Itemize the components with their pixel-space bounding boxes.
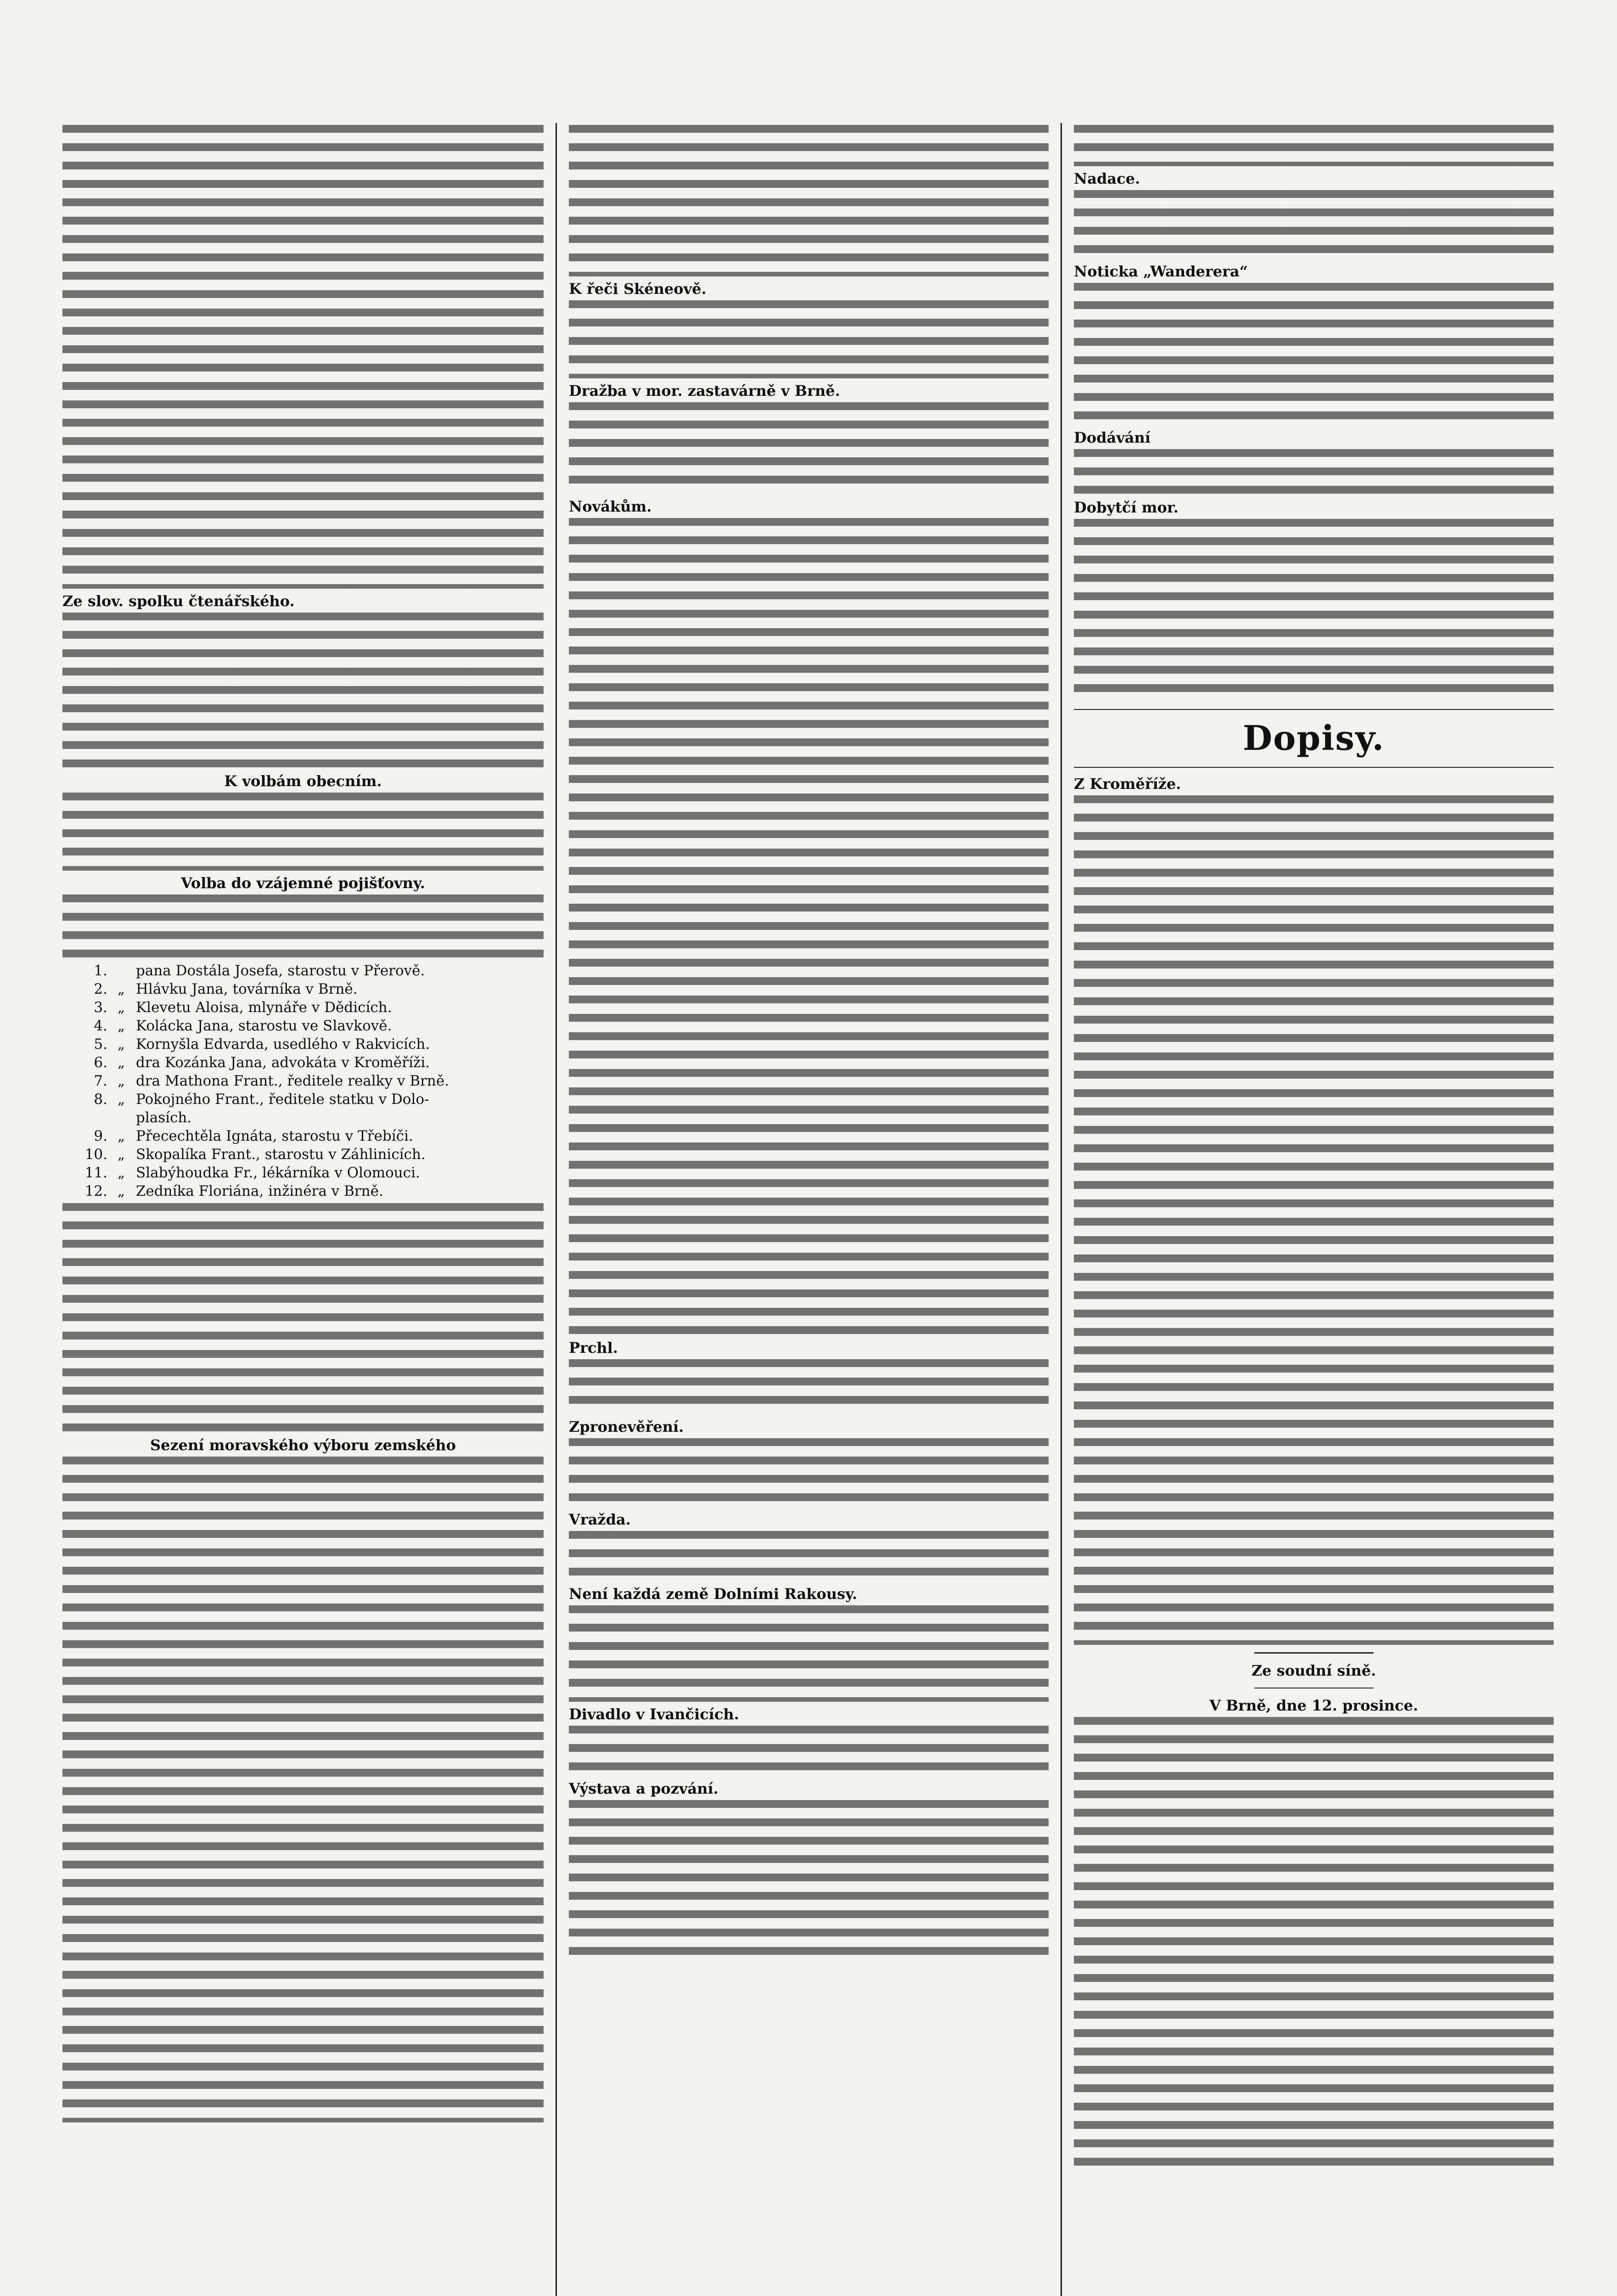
section-heading: Noticka „Wanderera“ xyxy=(1074,263,1248,280)
body-text xyxy=(62,793,544,871)
section-heading: K řeči Skéneově. xyxy=(569,280,707,298)
list-item: 3. „ Klevetu Aloisa, mlynáře v Dědicích. xyxy=(94,999,392,1016)
section-heading: Dodávání xyxy=(1074,429,1151,446)
section-heading: K volbám obecním. xyxy=(224,772,382,790)
section-heading: Zpronevěření. xyxy=(569,1418,684,1435)
body-text xyxy=(62,1457,544,2122)
divider xyxy=(1254,1652,1374,1654)
list-item: 10. „ Skopalíka Frant., starostu v Záhlinicích. xyxy=(84,1146,426,1163)
body-text xyxy=(1074,519,1554,703)
list-item: 4. „ Kolácka Jana, starostu ve Slavkově. xyxy=(94,1018,392,1034)
list-item: plasích. xyxy=(136,1109,192,1126)
body-text xyxy=(569,1438,1049,1507)
list-item: 7. „ dra Mathona Frant., ředitele realky v Brně. xyxy=(94,1073,449,1089)
list-item: 9. „ Přecechtěla Ignáta, starostu v Třebíči. xyxy=(94,1128,413,1144)
section-heading: Ze slov. spolku čtenářského. xyxy=(62,592,295,610)
body-text xyxy=(569,300,1049,378)
list-item: 12. „ Zedníka Floriána, inžinéra v Brně. xyxy=(84,1183,383,1199)
column-1 xyxy=(51,123,556,2296)
section-heading: Dražba v mor. zastavárně v Brně. xyxy=(569,382,840,400)
list-item: 6. „ dra Kozánka Jana, advokáta v Kroměříži. xyxy=(94,1054,430,1071)
body-text xyxy=(569,125,1049,276)
list-item: 8. „ Pokojného Frant., ředitele statku v Dolo- xyxy=(94,1091,429,1108)
body-text xyxy=(1074,1717,1554,2172)
section-title: Dopisy. xyxy=(1242,719,1385,758)
body-text xyxy=(569,1531,1049,1581)
body-text xyxy=(1074,190,1554,259)
body-text xyxy=(569,1605,1049,1702)
body-text xyxy=(569,1800,1049,1961)
section-heading: Vražda. xyxy=(569,1511,631,1528)
divider xyxy=(1074,709,1554,710)
body-text xyxy=(569,402,1049,494)
section-heading: Nadace. xyxy=(1074,170,1140,187)
section-heading: Volba do vzájemné pojišťovny. xyxy=(180,874,426,892)
divider xyxy=(1074,767,1554,768)
body-text xyxy=(62,125,544,589)
dateline: V Brně, dne 12. prosince. xyxy=(1209,1697,1418,1714)
section-heading: Výstava a pozvání. xyxy=(569,1780,719,1797)
list-item: 2. „ Hlávku Jana, továrníka v Brně. xyxy=(94,981,358,997)
candidate-list xyxy=(62,962,544,1200)
list-item: 11. „ Slabýhoudka Fr., lékárníka v Olomouci. xyxy=(84,1165,420,1181)
body-text xyxy=(1074,449,1554,495)
section-heading: Divadlo v Ivančicích. xyxy=(569,1705,739,1723)
body-text xyxy=(1074,125,1554,166)
body-text xyxy=(569,1359,1049,1414)
body-text xyxy=(1074,795,1554,1645)
newspaper-page xyxy=(51,123,1566,2296)
section-heading: Novákům. xyxy=(569,498,652,515)
section-heading: Prchl. xyxy=(569,1339,618,1356)
section-heading: Není každá země Dolními Rakousy. xyxy=(569,1585,858,1603)
section-heading: Z Kroměříže. xyxy=(1074,775,1181,793)
body-text xyxy=(62,1203,544,1433)
body-text xyxy=(1074,283,1554,425)
list-item: 5. „ Kornyšla Edvarda, usedlého v Rakvicích. xyxy=(94,1036,430,1052)
list-item: 1. pana Dostála Josefa, starostu v Přerově. xyxy=(94,962,425,979)
body-text xyxy=(62,613,544,769)
section-heading: Ze soudní síně. xyxy=(1251,1662,1376,1679)
column-2 xyxy=(556,123,1061,2296)
section-heading: Sezení moravského výboru zemského xyxy=(150,1436,456,1454)
body-text xyxy=(569,1726,1049,1776)
column-3 xyxy=(1061,123,1566,2296)
body-text xyxy=(62,895,544,959)
body-text xyxy=(569,518,1049,1335)
section-heading: Dobytčí mor. xyxy=(1074,499,1179,516)
